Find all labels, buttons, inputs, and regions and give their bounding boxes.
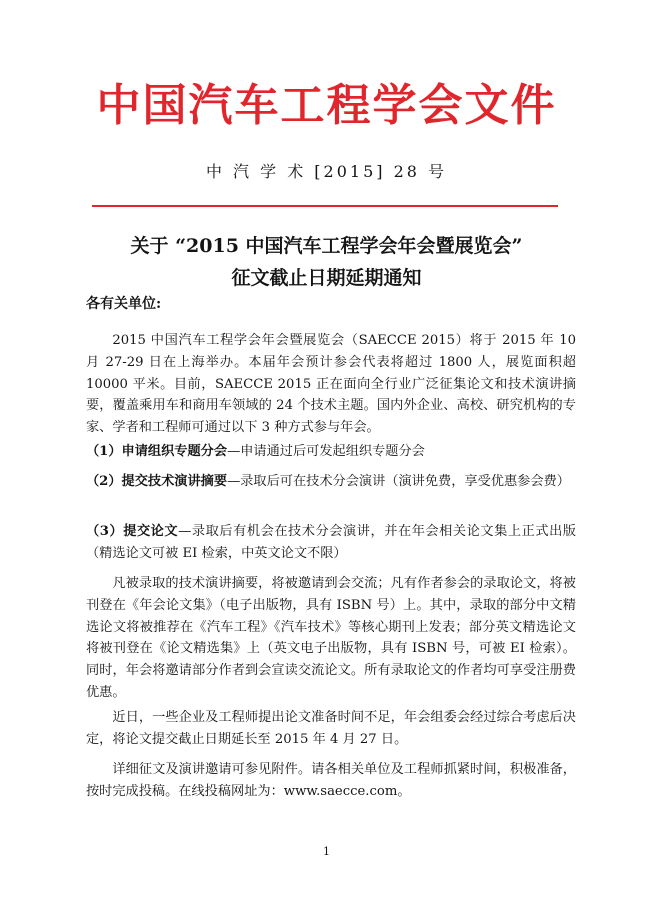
notice-title-line1: 关于 “2015 中国汽车工程学会年会暨展览会” — [130, 235, 523, 257]
document-header-title: 中国汽车工程学会文件 — [96, 80, 557, 131]
list-item-submit-abstract — [86, 471, 576, 493]
paragraph-deadline-extension: 近日，一些企业及工程师提出论文准备时间不足，年会组委会经过综合考虑后决定，将论文提交截止日期延长至 2015 年 4 月 27 日。 — [86, 710, 576, 747]
paragraph-publication: 凡被录取的技术演讲摘要，将被邀请到会交流；凡有作者参会的录取论文，将被刊登在《年会论文集》（电子出版物，具有 ISBN 号）上。其中，录取的部分中文精选论文将被推荐在《汽车工程》《汽车技术》等核心期刊上发表；部分英文精选论文将被刊登在《论文精选集》上（英文电子出版物，具有 ISBN 号，可被 EI 检索）。同时，年会将邀请部分作者到会宣读交流论文。所有录取论文的作者均可享受注册费优惠。 — [86, 576, 576, 700]
header-divider — [92, 205, 558, 207]
list-item-text: —录取后有机会在技术分会演讲，并在年会相关论文集上正式出版（精选论文可被 EI 检索，中英文论文不限） — [86, 524, 576, 561]
list-item-text: —录取后可在技术分会演讲（演讲免费，享受优惠参会费） — [227, 474, 570, 489]
paragraph-intro: 2015 中国汽车工程学会年会暨展览会（SAECCE 2015）将于 2015 年 10 月 27-29 日在上海举办。本届年会预计参会代表将超过 1800 人，展览面积超 10000 平米。目前，SAECCE 2015 正在面向全行业广泛征集论文和技术演讲摘要，覆盖乘用车和商用车领域的 24 个技术主题。国内外企业、高校、研究机构的专家、学者和工程师可通过以下 3 种方式参与年会。 — [86, 333, 576, 436]
list-item-label: （3）提交论文 — [86, 524, 179, 539]
list-item-label: （1）申请组织专题分会 — [86, 444, 228, 459]
document-number: 中 汽 学 术 [2015] 28 号 — [205, 162, 448, 181]
list-item-organize-session — [86, 441, 576, 463]
notice-title-line2: 征文截止日期延期通知 — [231, 267, 422, 289]
paragraph-submission-info: 详细征文及演讲邀请可参见附件。请各相关单位及工程师抓紧时间，积极准备，按时完成投稿。在线投稿网址为：www.saecce.com。 — [86, 762, 576, 799]
salutation: 各有关单位: — [86, 296, 162, 312]
list-item-text: —申请通过后可发起组织专题分会 — [227, 444, 425, 459]
page-number: 1 — [323, 845, 330, 858]
list-item-label: （2）提交技术演讲摘要 — [86, 474, 228, 489]
list-item-submit-paper — [86, 521, 576, 565]
